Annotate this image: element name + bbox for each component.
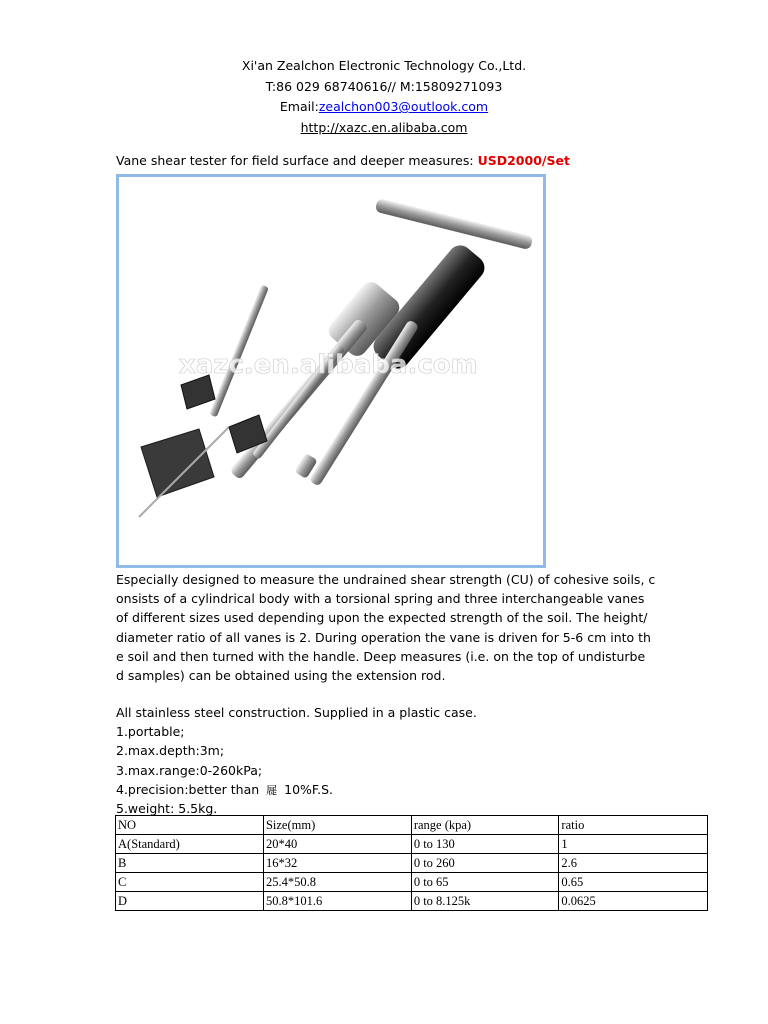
email-label: Email: xyxy=(279,99,319,114)
table-cell: A(Standard) xyxy=(116,835,264,854)
construction-note: All stainless steel construction. Supplied in a plastic case. xyxy=(116,705,477,720)
email-line xyxy=(0,97,768,118)
product-photo xyxy=(116,174,546,568)
precision-glyph: 屣 xyxy=(266,783,278,797)
table-cell: 50.8*101.6 xyxy=(263,892,411,911)
spec-item: 5.weight: 5.5kg. xyxy=(116,800,218,816)
table-cell: 0 to 8.125k xyxy=(411,892,559,911)
table-header-cell: NO xyxy=(116,816,264,835)
photo-watermark: xazc.en.alibaba.com xyxy=(179,350,478,380)
table-cell: 0 to 260 xyxy=(411,854,559,873)
spec-item: 1.portable; xyxy=(116,724,185,740)
website-link[interactable]: http://xazc.en.alibaba.com xyxy=(300,119,468,135)
table-header-cell: ratio xyxy=(559,816,708,835)
description-line: diameter ratio of all vanes is 2. During operation the vane is driven for 5-6 cm into th xyxy=(116,629,651,645)
spec-list xyxy=(116,703,477,818)
product-description xyxy=(116,570,656,685)
description-line: Especially designed to measure the undrained shear strength (CU) of cohesive soils, c xyxy=(116,572,656,587)
spec-item-precision xyxy=(116,780,477,799)
email-link[interactable]: zealchon003@outlook.com xyxy=(318,99,489,114)
table-cell: 2.6 xyxy=(559,854,708,873)
table-header-cell: Size(mm) xyxy=(263,816,411,835)
company-name: Xi'an Zealchon Electronic Technology Co.,Ltd. xyxy=(241,58,527,73)
spec-item: 2.max.depth:3m; xyxy=(116,743,225,759)
table-cell: 25.4*50.8 xyxy=(263,873,411,892)
table-cell: B xyxy=(116,854,264,873)
table-cell: 0.0625 xyxy=(559,892,708,911)
table-cell: 0 to 130 xyxy=(411,835,559,854)
table-cell: 0 to 65 xyxy=(411,873,559,892)
phone-numbers: T:86 029 68740616// M:15809271093 xyxy=(265,78,503,94)
table-header-cell: range (kpa) xyxy=(411,816,559,835)
company-header xyxy=(0,56,768,138)
table-cell: D xyxy=(116,892,264,911)
website-line xyxy=(0,118,768,139)
table-row xyxy=(116,835,708,854)
table-cell: 1 xyxy=(559,835,708,854)
table-row xyxy=(116,873,708,892)
description-line: of different sizes used depending upon the expected strength of the soil. The height/ xyxy=(116,610,648,626)
description-line: onsists of a cylindrical body with a torsional spring and three interchangeable vanes xyxy=(116,591,645,607)
table-header-row xyxy=(116,816,708,835)
table-row xyxy=(116,854,708,873)
vane-tester-illustration xyxy=(119,177,543,565)
description-line: d samples) can be obtained using the extension rod. xyxy=(116,667,446,683)
table-cell: 0.65 xyxy=(559,873,708,892)
spec-item: 3.max.range:0-260kPa; xyxy=(116,762,263,778)
precision-prefix: 4.precision:better than xyxy=(116,781,260,797)
product-intro xyxy=(116,153,570,168)
table-cell: 20*40 xyxy=(263,835,411,854)
vane-size-table xyxy=(115,815,708,911)
table-row xyxy=(116,892,708,911)
description-line: e soil and then turned with the handle. Deep measures (i.e. on the top of undisturbe xyxy=(116,648,646,664)
intro-text: Vane shear tester for field surface and deeper measures: xyxy=(116,153,478,168)
table-cell: C xyxy=(116,873,264,892)
price-label: USD2000/Set xyxy=(477,153,570,168)
precision-suffix: 10%F.S. xyxy=(284,781,333,797)
table-cell: 16*32 xyxy=(263,854,411,873)
